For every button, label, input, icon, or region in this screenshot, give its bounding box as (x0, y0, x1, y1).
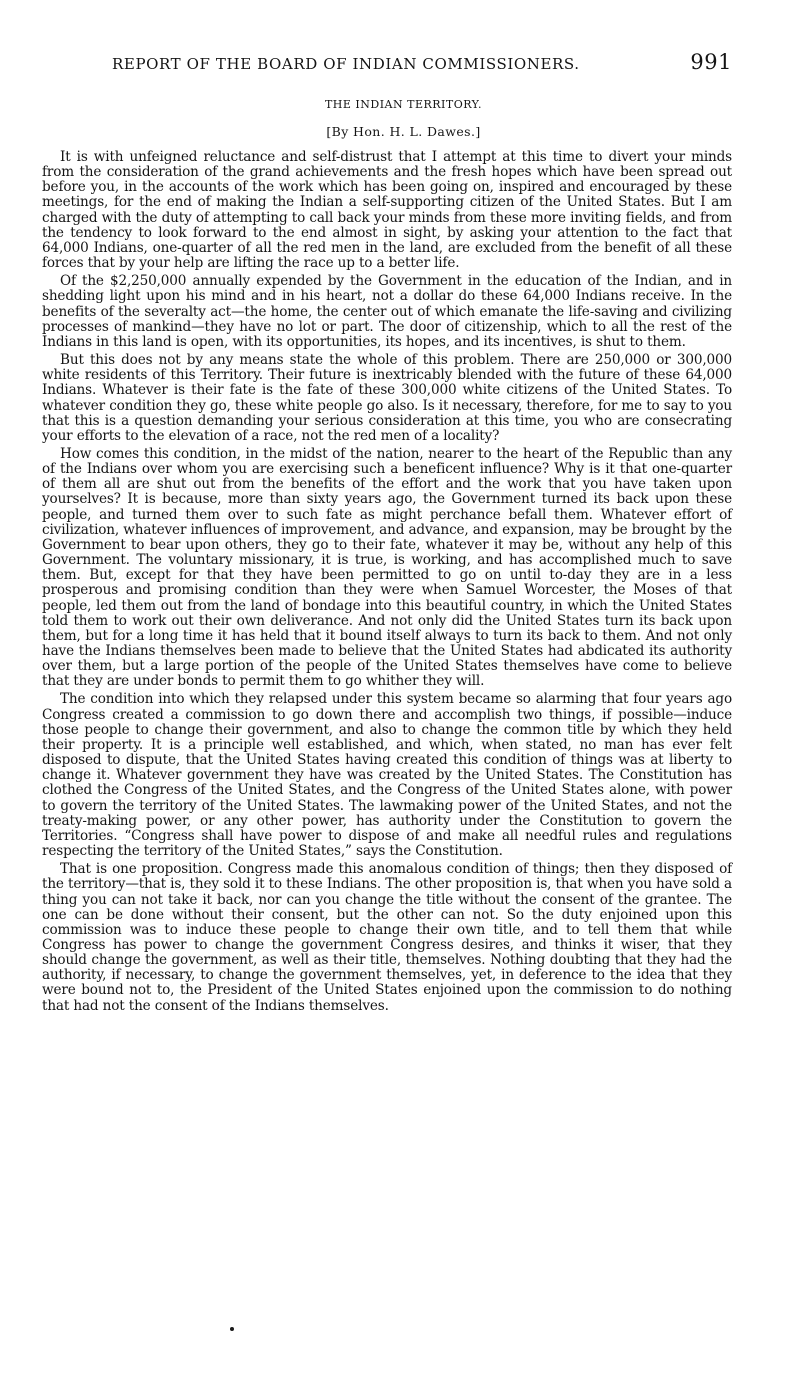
running-title: REPORT OF THE BOARD OF INDIAN COMMISSIONERS. (112, 55, 580, 73)
paragraph: That is one proposition. Congress made this anomalous condition of things; then they disposed of the territory—that is, they sold it to these Indians. The other proposition is, that when you have sold a thing you can not take it back, nor can you change the title without the consent of the grantee. The one can be done without their consent, but the other can not. So the duty enjoined upon this commission was to induce these people to change their own title, and to tell them that while Congress has power to change the government Congress desires, and thinks it wiser, that they should change the government, as well as their title, themselves. Nothing doubting that they had the authority, if necessary, to change the government themselves, yet, in deference to the idea that they were bound not to, the President of the United States enjoined upon the commission to do nothing that had not the consent of the Indians themselves. (42, 861, 732, 1014)
body-text (42, 150, 732, 1017)
running-header (112, 50, 732, 74)
page-number: 991 (690, 50, 732, 74)
paragraph: The condition into which they relapsed under this system became so alarming that four years ago Congress created a commission to go down there and accomplish two things, if possible—induce those people to change their government, and also to change the common title by which they held their property. It is a principle well established, and which, when stated, no man has ever felt disposed to dispute, that the United States having created this condition of things was at liberty to change it. Whatever government they have was created by the United States. The Constitution has clothed the Congress of the United States, and the Congress of the United States alone, with power to govern the territory of the United States. The lawmaking power of the United States, and not the treaty-making power, or any other power, has authority under the Constitution to govern the Territories. “Congress shall have power to dispose of and make all needful rules and regulations respecting the territory of the United States,” says the Constitution. (42, 691, 732, 860)
section-title: THE INDIAN TERRITORY. (324, 98, 483, 111)
paragraph: Of the $2,250,000 annually expended by the Government in the education of the Indian, and in shedding light upon his mind and in his heart, not a dollar do these 64,000 Indians receive. In the benefits of the severalty act—the home, the center out of which emanate the life-saving and civilizing processes of mankind—they have no lot or part. The door of citizenship, which to all the rest of the Indians in this land is open, with its opportunities, its hopes, and its incentives, is shut to them. (42, 273, 732, 350)
paragraph: But this does not by any means state the whole of this problem. There are 250,000 or 300,000 white residents of this Territory. Their future is inextricably blended with the future of these 64,000 Indians. Whatever is their fate is the fate of these 300,000 white citizens of the United States. To whatever condition they go, these white people go also. Is it necessary, therefore, for me to say to you that this is a question demanding your serious consideration at this time, you who are consecrating your efforts to the elevation of a race, not the red men of a locality? (42, 352, 732, 444)
paragraph: It is with unfeigned reluctance and self-distrust that I attempt at this time to divert your minds from the consideration of the grand achievements and the fresh hopes which have been spread out before you, in the accounts of the work which has been going on, inspired and encouraged by these meetings, for the end of making the Indian a self-supporting citizen of the United States. But I am charged with the duty of attempting to call back your minds from these more inviting fields, and from the tendency to look forward to the end almost in sight, by asking your attention to the fact that 64,000 Indians, one-quarter of all the red men in the land, are excluded from the benefit of all these forces that by your help are lifting the race up to a better life. (42, 149, 732, 272)
paragraph: How comes this condition, in the midst of the nation, nearer to the heart of the Republic than any of the Indians over whom you are exercising such a beneficent influence? Why is it that one-quarter of them all are shut out from the benefits of the effort and the work that you have taken upon yourselves? It is because, more than sixty years ago, the Government turned its back upon these people, and turned them over to such fate as might perchance befall them. Whatever effort of civilization, whatever influences of improvement, and advance, and expansion, may be brought by the Government to bear upon others, they go to their fate, whatever it may be, without any help of this Government. The voluntary missionary, it is true, is working, and has accomplished much to save them. But, except for that they have been permitted to go on until to-day they are in a less prosperous and promising condition than they were when Samuel Worcester, the Moses of that people, led them out from the land of bondage into this beautiful country, in which the United States told them to work out their own deliverance. And not only did the United States turn its back upon them, but for a long time it has held that it bound itself always to turn its back to them. And not only have the Indians themselves been made to believe that the United States had abdicated its authority over them, but a large portion of the people of the United States themselves have come to believe that they are under bonds to permit them to go whither they will. (42, 445, 732, 690)
author-byline: [By Hon. H. L. Dawes.] (326, 124, 481, 139)
stray-print-mark (230, 1327, 234, 1331)
